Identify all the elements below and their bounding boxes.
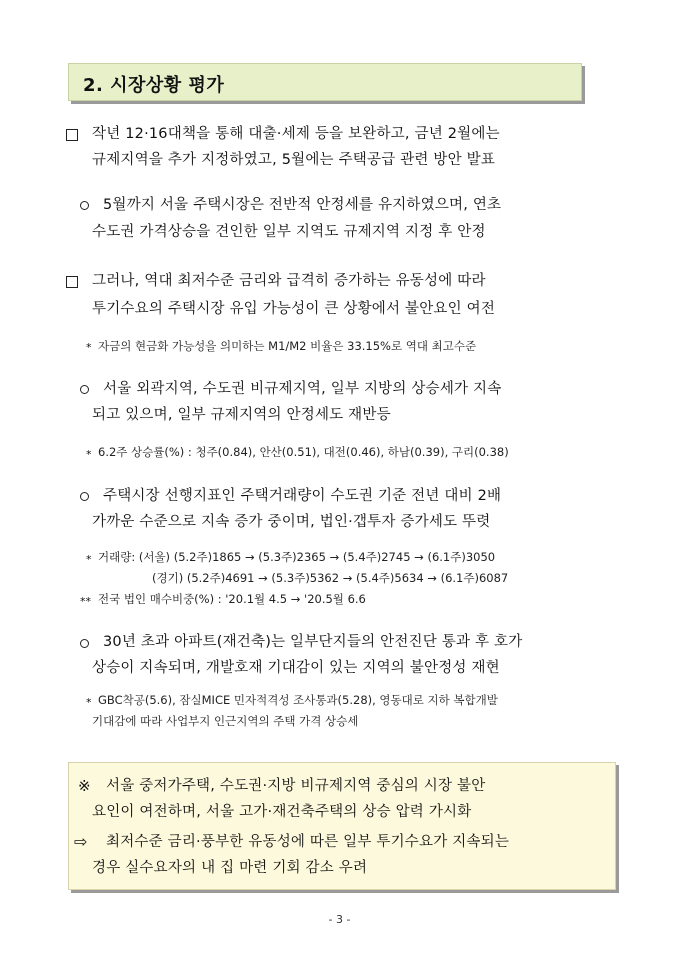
footnote-line: 6.2주 상승률(%) : 청주(0.84), 안산(0.51), 대전(0.46), 하남(0.39), 구리(0.38): [98, 445, 509, 459]
footnote-line: 거래량: (서울) (5.2주)1865 → (5.3주)2365 → (5.4주)2745 → (6.1주)3050: [98, 550, 496, 564]
circle-bullet-icon: [80, 385, 89, 394]
page-number: - 3 -: [328, 913, 351, 926]
footnote-marker: *: [86, 553, 92, 566]
section-heading: 2. 시장상황 평가: [83, 75, 225, 96]
paragraph-line: 작년 12·16대책을 통해 대출·세제 등을 보완하고, 금년 2월에는: [92, 126, 500, 142]
footnote-line: 전국 법인 매수비중(%) : '20.1월 4.5 → '20.5월 6.6: [98, 592, 366, 606]
footnote-marker: **: [80, 595, 91, 608]
arrow-right-icon: ⇨: [74, 832, 88, 851]
circle-bullet-icon: [80, 639, 89, 648]
paragraph-line: 투기수요의 주택시장 유입 가능성이 큰 상황에서 불안요인 여전: [92, 301, 496, 317]
summary-line: 서울 중저가주택, 수도권·지방 비규제지역 중심의 시장 불안: [106, 778, 486, 794]
footnote-line: (경기) (5.2주)4691 → (5.3주)5362 → (5.4주)5634 → (6.1주)6087: [152, 571, 509, 585]
paragraph-line: 규제지역을 추가 지정하였고, 5월에는 주택공급 관련 방안 발표: [92, 152, 496, 168]
circle-bullet-icon: [80, 492, 89, 501]
summary-line: 경우 실수요자의 내 집 마련 기회 감소 우려: [92, 860, 368, 876]
footnote-marker: *: [86, 448, 92, 461]
section-heading-box: [68, 63, 582, 101]
paragraph-line: 가까운 수준으로 지속 증가 중이며, 법인·갭투자 증가세도 뚜렷: [92, 514, 491, 530]
paragraph-line: 되고 있으며, 일부 규제지역의 안정세도 재반등: [92, 407, 391, 423]
paragraph-line: 주택시장 선행지표인 주택거래량이 수도권 기준 전년 대비 2배: [103, 488, 502, 504]
summary-line: 요인이 여전하며, 서울 고가·재건축주택의 상승 압력 가시화: [92, 804, 472, 820]
reference-mark-icon: ※: [78, 777, 91, 795]
footnote-marker: *: [86, 341, 92, 354]
circle-bullet-icon: [80, 201, 89, 210]
footnote-line: 자금의 현금화 가능성을 의미하는 M1/M2 비율은 33.15%로 역대 최고수준: [98, 339, 477, 353]
paragraph-line: 상승이 지속되며, 개발호재 기대감이 있는 지역의 불안정성 재현: [92, 660, 500, 676]
paragraph-line: 수도권 가격상승을 견인한 일부 지역도 규제지역 지정 후 안정: [92, 224, 486, 240]
footnote-line: 기대감에 따라 사업부지 인근지역의 주택 가격 상승세: [92, 714, 359, 728]
footnote-marker: *: [86, 696, 92, 709]
paragraph-line: 그러나, 역대 최저수준 금리와 급격히 증가하는 유동성에 따라: [92, 273, 486, 289]
summary-line: 최저수준 금리·풍부한 유동성에 따른 일부 투기수요가 지속되는: [106, 834, 510, 850]
footnote-line: GBC착공(5.6), 잠실MICE 민자적격성 조사통과(5.28), 영동대로 지하 복합개발: [98, 693, 498, 707]
square-bullet-icon: [66, 129, 78, 141]
paragraph-line: 30년 초과 아파트(재건축)는 일부단지들의 안전진단 통과 후 호가: [103, 634, 523, 650]
paragraph-line: 서울 외곽지역, 수도권 비규제지역, 일부 지방의 상승세가 지속: [103, 381, 502, 397]
paragraph-line: 5월까지 서울 주택시장은 전반적 안정세를 유지하였으며, 연초: [103, 197, 502, 213]
square-bullet-icon: [66, 276, 78, 288]
